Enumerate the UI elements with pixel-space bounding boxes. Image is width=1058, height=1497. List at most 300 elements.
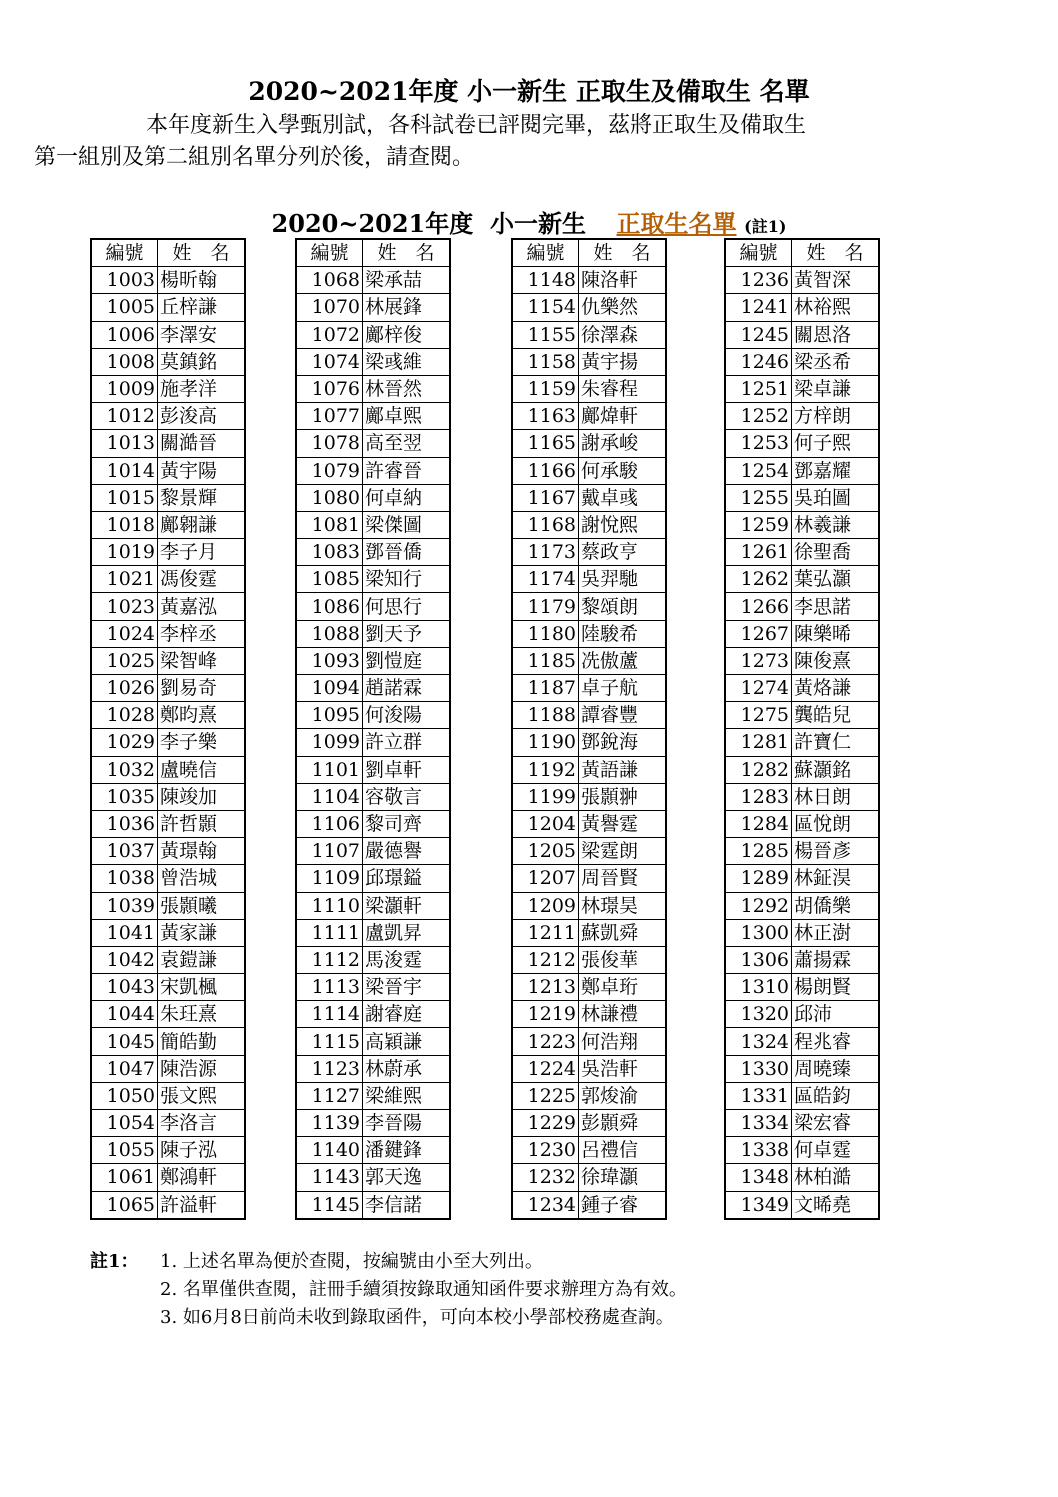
student-number: 1019 <box>91 539 158 566</box>
table-row <box>91 1164 245 1191</box>
table-row <box>512 919 666 946</box>
student-name: 劉天予 <box>363 620 451 647</box>
student-name: 曾浩城 <box>158 865 246 892</box>
student-number: 1234 <box>512 1191 579 1219</box>
table-row <box>725 783 879 810</box>
student-name: 林謙禮 <box>579 1001 667 1028</box>
table-row <box>725 539 879 566</box>
table-row <box>296 321 450 348</box>
student-number: 1225 <box>512 1082 579 1109</box>
student-number: 1259 <box>725 511 792 538</box>
student-number: 1044 <box>91 1001 158 1028</box>
student-number: 1167 <box>512 484 579 511</box>
student-number: 1041 <box>91 919 158 946</box>
table-row <box>296 865 450 892</box>
student-number: 1320 <box>725 1001 792 1028</box>
table-row <box>512 375 666 402</box>
student-number: 1081 <box>296 511 363 538</box>
student-number: 1168 <box>512 511 579 538</box>
student-name: 劉愷庭 <box>363 647 451 674</box>
table-row <box>91 675 245 702</box>
student-name: 邱沛 <box>792 1001 880 1028</box>
table-row <box>725 1191 879 1219</box>
student-number: 1094 <box>296 675 363 702</box>
student-number: 1331 <box>725 1082 792 1109</box>
student-name: 盧凱昇 <box>363 919 451 946</box>
student-name: 簡皓勤 <box>158 1028 246 1055</box>
table-row <box>296 838 450 865</box>
student-number: 1266 <box>725 593 792 620</box>
table-row <box>725 946 879 973</box>
student-number: 1072 <box>296 321 363 348</box>
student-name: 林璟昊 <box>579 892 667 919</box>
table-row <box>296 1164 450 1191</box>
student-number: 1074 <box>296 348 363 375</box>
intro-line-1: 本年度新生入學甄別試，各科試卷已評閱完畢，茲將正取生及備取生 <box>146 113 807 138</box>
student-number: 1099 <box>296 729 363 756</box>
table-row <box>725 267 879 294</box>
roster-table-2 <box>295 238 451 1220</box>
student-number: 1104 <box>296 783 363 810</box>
intro-paragraph <box>34 110 980 174</box>
student-number: 1026 <box>91 675 158 702</box>
table-row <box>512 430 666 457</box>
student-name: 袁鎧謙 <box>158 946 246 973</box>
student-name: 譚睿豐 <box>579 702 667 729</box>
subtitle-highlight: 正取生名單 <box>616 209 737 238</box>
student-name: 梁維熙 <box>363 1082 451 1109</box>
student-number: 1330 <box>725 1055 792 1082</box>
student-name: 徐瑋灝 <box>579 1164 667 1191</box>
student-number: 1068 <box>296 267 363 294</box>
student-name: 林日朗 <box>792 783 880 810</box>
student-number: 1285 <box>725 838 792 865</box>
student-name: 區皓鈞 <box>792 1082 880 1109</box>
student-name: 楊朗賢 <box>792 974 880 1001</box>
student-name: 宋凱楓 <box>158 974 246 1001</box>
student-number: 1310 <box>725 974 792 1001</box>
student-number: 1229 <box>512 1110 579 1137</box>
student-name: 文晞堯 <box>792 1191 880 1219</box>
student-name: 呂禮信 <box>579 1137 667 1164</box>
student-name: 林晉然 <box>363 375 451 402</box>
table-row <box>296 294 450 321</box>
table-row <box>296 1055 450 1082</box>
student-name: 梁灝軒 <box>363 892 451 919</box>
table-row <box>91 1110 245 1137</box>
student-name: 梁知行 <box>363 566 451 593</box>
table-row <box>296 593 450 620</box>
table-row <box>91 484 245 511</box>
table-row <box>91 946 245 973</box>
student-name: 蕭揚霖 <box>792 946 880 973</box>
student-number: 1282 <box>725 756 792 783</box>
table-row <box>296 1001 450 1028</box>
table-row <box>91 810 245 837</box>
student-number: 1180 <box>512 620 579 647</box>
table-row <box>91 756 245 783</box>
student-name: 胡僑樂 <box>792 892 880 919</box>
table-row <box>91 321 245 348</box>
student-number: 1139 <box>296 1110 363 1137</box>
student-number: 1039 <box>91 892 158 919</box>
table-row <box>512 647 666 674</box>
student-number: 1111 <box>296 919 363 946</box>
student-number: 1212 <box>512 946 579 973</box>
student-number: 1009 <box>91 375 158 402</box>
table-row <box>512 267 666 294</box>
student-name: 陳俊熹 <box>792 647 880 674</box>
student-name: 許寶仁 <box>792 729 880 756</box>
student-number: 1055 <box>91 1137 158 1164</box>
student-number: 1232 <box>512 1164 579 1191</box>
student-number: 1261 <box>725 539 792 566</box>
student-name: 何卓納 <box>363 484 451 511</box>
student-name: 梁智峰 <box>158 647 246 674</box>
student-name: 黃嘉泓 <box>158 593 246 620</box>
student-number: 1281 <box>725 729 792 756</box>
table-row <box>91 539 245 566</box>
student-name: 區悅朗 <box>792 810 880 837</box>
header-number: 編號 <box>91 239 158 267</box>
footnote-label: 註1： <box>90 1251 139 1272</box>
student-name: 盧曉信 <box>158 756 246 783</box>
table-row <box>725 375 879 402</box>
student-name: 許哲顥 <box>158 810 246 837</box>
table-row <box>296 1110 450 1137</box>
student-name: 何子熙 <box>792 430 880 457</box>
table-row <box>512 702 666 729</box>
table-row <box>725 1137 879 1164</box>
header-number: 編號 <box>296 239 363 267</box>
subtitle-note-ref: (註1) <box>744 217 787 236</box>
student-name: 黃璟翰 <box>158 838 246 865</box>
student-name: 黃譽霆 <box>579 810 667 837</box>
table-row <box>512 511 666 538</box>
student-number: 1187 <box>512 675 579 702</box>
table-row <box>512 1055 666 1082</box>
student-number: 1349 <box>725 1191 792 1219</box>
table-row <box>512 756 666 783</box>
student-name: 陳洛軒 <box>579 267 667 294</box>
student-number: 1306 <box>725 946 792 973</box>
footnote-item: 1. 上述名單為便於查閱，按編號由小至大列出。 <box>160 1251 543 1272</box>
student-name: 楊昕翰 <box>158 267 246 294</box>
student-name: 李子月 <box>158 539 246 566</box>
student-number: 1223 <box>512 1028 579 1055</box>
student-number: 1012 <box>91 403 158 430</box>
student-number: 1273 <box>725 647 792 674</box>
student-number: 1204 <box>512 810 579 837</box>
table-row <box>725 348 879 375</box>
student-number: 1262 <box>725 566 792 593</box>
table-row <box>91 838 245 865</box>
student-number: 1275 <box>725 702 792 729</box>
student-name: 鄭卓珩 <box>579 974 667 1001</box>
table-row <box>725 294 879 321</box>
student-name: 鄺卓熙 <box>363 403 451 430</box>
header-name: 姓 名 <box>579 239 667 267</box>
list-subtitle <box>0 204 1058 239</box>
student-number: 1013 <box>91 430 158 457</box>
footnote-item: 2. 名單僅供查閱，註冊手續須按錄取通知函件要求辦理方為有效。 <box>160 1279 687 1300</box>
table-row <box>296 1191 450 1219</box>
student-number: 1015 <box>91 484 158 511</box>
header-name: 姓 名 <box>363 239 451 267</box>
student-number: 1300 <box>725 919 792 946</box>
student-number: 1211 <box>512 919 579 946</box>
student-name: 戴卓彧 <box>579 484 667 511</box>
table-row <box>296 946 450 973</box>
student-name: 陳樂晞 <box>792 620 880 647</box>
student-name: 吳珀圖 <box>792 484 880 511</box>
student-name: 林展鋒 <box>363 294 451 321</box>
student-number: 1199 <box>512 783 579 810</box>
table-row <box>725 321 879 348</box>
table-row <box>512 1028 666 1055</box>
table-row <box>512 457 666 484</box>
student-number: 1219 <box>512 1001 579 1028</box>
student-number: 1005 <box>91 294 158 321</box>
table-row <box>296 1082 450 1109</box>
table-row <box>91 702 245 729</box>
student-name: 蘇灝銘 <box>792 756 880 783</box>
student-name: 楊晉彥 <box>792 838 880 865</box>
table-row <box>91 865 245 892</box>
table-row <box>512 294 666 321</box>
student-name: 張文熙 <box>158 1082 246 1109</box>
student-name: 鄧銳海 <box>579 729 667 756</box>
student-name: 徐澤森 <box>579 321 667 348</box>
table-row <box>91 729 245 756</box>
student-name: 黎頌朗 <box>579 593 667 620</box>
student-number: 1023 <box>91 593 158 620</box>
student-name: 容敬言 <box>363 783 451 810</box>
student-name: 林鉦淏 <box>792 865 880 892</box>
student-name: 林柏澔 <box>792 1164 880 1191</box>
table-row <box>512 783 666 810</box>
student-number: 1042 <box>91 946 158 973</box>
table-row <box>512 539 666 566</box>
student-number: 1188 <box>512 702 579 729</box>
header-name: 姓 名 <box>158 239 246 267</box>
student-name: 高穎謙 <box>363 1028 451 1055</box>
student-number: 1213 <box>512 974 579 1001</box>
student-number: 1209 <box>512 892 579 919</box>
table-row <box>296 892 450 919</box>
student-number: 1035 <box>91 783 158 810</box>
student-name: 周曉臻 <box>792 1055 880 1082</box>
student-number: 1080 <box>296 484 363 511</box>
student-name: 謝悅熙 <box>579 511 667 538</box>
student-number: 1043 <box>91 974 158 1001</box>
table-row <box>725 1055 879 1082</box>
table-row <box>91 919 245 946</box>
table-row <box>512 1001 666 1028</box>
student-name: 黃語謙 <box>579 756 667 783</box>
student-name: 劉卓軒 <box>363 756 451 783</box>
student-name: 林羲謙 <box>792 511 880 538</box>
student-name: 黃烙謙 <box>792 675 880 702</box>
table-row <box>512 729 666 756</box>
student-number: 1292 <box>725 892 792 919</box>
student-number: 1158 <box>512 348 579 375</box>
table-row <box>725 1110 879 1137</box>
table-row <box>512 1191 666 1219</box>
table-row <box>296 974 450 1001</box>
table-row <box>512 838 666 865</box>
header-number: 編號 <box>512 239 579 267</box>
student-name: 吳浩軒 <box>579 1055 667 1082</box>
student-name: 吳羿馳 <box>579 566 667 593</box>
student-number: 1255 <box>725 484 792 511</box>
table-row <box>512 620 666 647</box>
student-number: 1083 <box>296 539 363 566</box>
student-name: 何浚陽 <box>363 702 451 729</box>
student-number: 1246 <box>725 348 792 375</box>
student-number: 1253 <box>725 430 792 457</box>
student-name: 鄧晉僑 <box>363 539 451 566</box>
table-row <box>296 675 450 702</box>
student-name: 彭顥舜 <box>579 1110 667 1137</box>
student-name: 鄧嘉耀 <box>792 457 880 484</box>
table-row <box>296 919 450 946</box>
table-row <box>512 1164 666 1191</box>
table-row <box>512 974 666 1001</box>
student-name: 張顥曦 <box>158 892 246 919</box>
student-number: 1101 <box>296 756 363 783</box>
student-number: 1251 <box>725 375 792 402</box>
student-number: 1166 <box>512 457 579 484</box>
student-number: 1106 <box>296 810 363 837</box>
table-row <box>91 892 245 919</box>
table-row <box>296 783 450 810</box>
student-number: 1289 <box>725 865 792 892</box>
table-row <box>725 1082 879 1109</box>
table-row <box>725 566 879 593</box>
student-name: 梁晉宇 <box>363 974 451 1001</box>
student-name: 莫鎮銘 <box>158 348 246 375</box>
student-name: 鄺梓俊 <box>363 321 451 348</box>
student-number: 1274 <box>725 675 792 702</box>
student-name: 郭天逸 <box>363 1164 451 1191</box>
student-number: 1115 <box>296 1028 363 1055</box>
student-name: 謝睿庭 <box>363 1001 451 1028</box>
roster-table-4 <box>724 238 880 1220</box>
table-row <box>512 946 666 973</box>
student-number: 1085 <box>296 566 363 593</box>
student-number: 1003 <box>91 267 158 294</box>
table-row <box>91 457 245 484</box>
student-name: 關澔晉 <box>158 430 246 457</box>
table-row <box>91 593 245 620</box>
student-name: 徐聖喬 <box>792 539 880 566</box>
table-row <box>725 838 879 865</box>
student-name: 卓子航 <box>579 675 667 702</box>
student-name: 何思行 <box>363 593 451 620</box>
table-row <box>296 810 450 837</box>
table-row <box>725 457 879 484</box>
student-number: 1032 <box>91 756 158 783</box>
student-name: 陸駿希 <box>579 620 667 647</box>
table-row <box>296 1137 450 1164</box>
student-number: 1245 <box>725 321 792 348</box>
student-number: 1145 <box>296 1191 363 1219</box>
student-number: 1224 <box>512 1055 579 1082</box>
table-row <box>91 974 245 1001</box>
table-row <box>512 321 666 348</box>
table-row <box>512 484 666 511</box>
student-name: 李思諾 <box>792 593 880 620</box>
footnote-item: 3. 如6月8日前尚未收到錄取函件，可向本校小學部校務處查詢。 <box>160 1307 674 1328</box>
header-name: 姓 名 <box>792 239 880 267</box>
table-row <box>725 702 879 729</box>
student-number: 1006 <box>91 321 158 348</box>
table-row <box>725 593 879 620</box>
student-name: 何承駿 <box>579 457 667 484</box>
student-name: 梁丞希 <box>792 348 880 375</box>
table-row <box>91 1137 245 1164</box>
table-row <box>725 756 879 783</box>
subtitle-main: 2020~2021年度 小一新生 <box>271 209 586 238</box>
table-row <box>512 403 666 430</box>
table-row <box>512 348 666 375</box>
student-name: 黃宇陽 <box>158 457 246 484</box>
student-number: 1112 <box>296 946 363 973</box>
student-number: 1014 <box>91 457 158 484</box>
student-number: 1088 <box>296 620 363 647</box>
table-row <box>91 430 245 457</box>
table-row <box>91 403 245 430</box>
student-number: 1061 <box>91 1164 158 1191</box>
table-row <box>91 294 245 321</box>
student-number: 1078 <box>296 430 363 457</box>
footnotes <box>90 1248 687 1332</box>
student-name: 潘鍵鋒 <box>363 1137 451 1164</box>
student-name: 鄭昀熹 <box>158 702 246 729</box>
student-name: 鄭鴻軒 <box>158 1164 246 1191</box>
table-row <box>91 267 245 294</box>
student-name: 馮俊霆 <box>158 566 246 593</box>
table-row <box>512 675 666 702</box>
student-name: 陳子泓 <box>158 1137 246 1164</box>
student-name: 何浩翔 <box>579 1028 667 1055</box>
roster-table-3 <box>511 238 667 1220</box>
table-row <box>512 1110 666 1137</box>
table-row <box>91 1028 245 1055</box>
student-name: 關恩洛 <box>792 321 880 348</box>
table-row <box>512 810 666 837</box>
table-row <box>512 593 666 620</box>
student-number: 1173 <box>512 539 579 566</box>
table-row <box>91 1001 245 1028</box>
student-number: 1185 <box>512 647 579 674</box>
table-row <box>725 620 879 647</box>
table-row <box>725 810 879 837</box>
student-number: 1236 <box>725 267 792 294</box>
student-name: 梁卓謙 <box>792 375 880 402</box>
student-name: 張俊華 <box>579 946 667 973</box>
table-row <box>91 348 245 375</box>
student-number: 1127 <box>296 1082 363 1109</box>
student-number: 1140 <box>296 1137 363 1164</box>
student-name: 鍾子睿 <box>579 1191 667 1219</box>
table-row <box>296 620 450 647</box>
student-name: 陳竣加 <box>158 783 246 810</box>
table-row <box>91 1191 245 1219</box>
student-name: 林蔚承 <box>363 1055 451 1082</box>
student-number: 1267 <box>725 620 792 647</box>
